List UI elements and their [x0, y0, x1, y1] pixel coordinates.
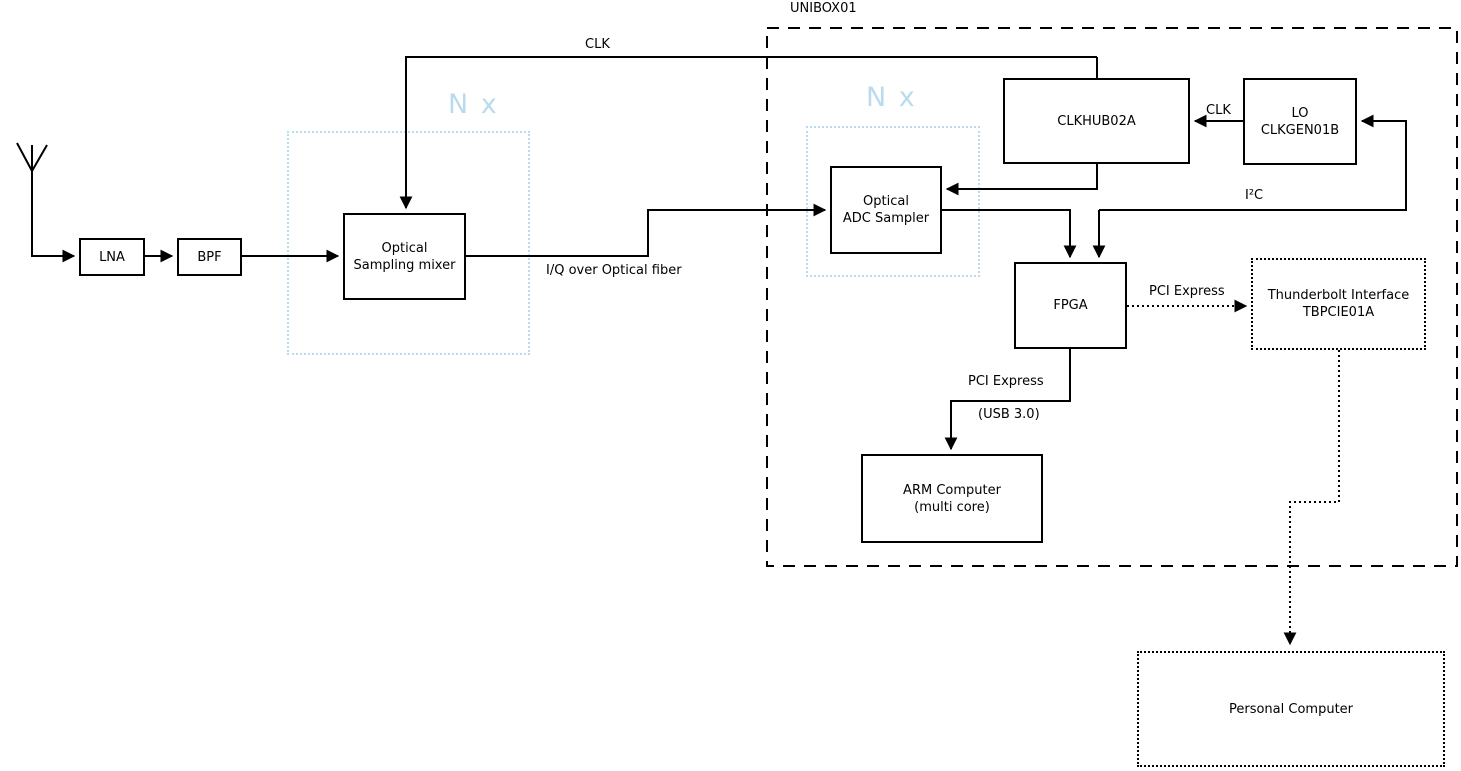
edge-clk-mixer [406, 57, 1097, 208]
node-personal-computer [1137, 651, 1445, 767]
replica-count-label-right: N x [866, 82, 917, 113]
node-clkhub-label: CLKHUB02A [1057, 113, 1136, 129]
node-fpga [1014, 262, 1127, 349]
node-clkhub [1003, 78, 1190, 164]
node-optical-sampling-mixer-line2: Sampling mixer [353, 257, 456, 273]
node-bpf [177, 238, 242, 276]
node-thunderbolt-interface-line1: Thunderbolt Interface [1267, 288, 1410, 303]
edge-label-pcie-thunderbolt: PCI Express [1149, 284, 1225, 299]
edge-label-i2c: I²C [1245, 188, 1264, 203]
node-lo-clkgen [1243, 78, 1357, 165]
node-optical-sampling-mixer [343, 213, 466, 300]
edge-label-clk-lo-hub: CLK [1206, 103, 1231, 118]
edge-label-usb: (USB 3.0) [978, 407, 1040, 422]
edge-label-pcie-arm: PCI Express [968, 374, 1044, 389]
node-arm-computer-line2: (multi core) [914, 499, 990, 515]
node-lna [79, 238, 145, 276]
node-arm-computer [861, 454, 1043, 543]
unibox01-title: UNIBOX01 [790, 1, 857, 16]
node-fpga-label: FPGA [1053, 298, 1088, 313]
node-optical-adc-sampler [830, 166, 942, 254]
node-thunderbolt-interface [1251, 258, 1426, 350]
node-arm-computer-line1: ARM Computer [903, 482, 1001, 498]
node-lo-clkgen-line2: CLKGEN01B [1260, 122, 1340, 138]
edge-mixer-adc [466, 210, 825, 256]
edge-label-clk-main: CLK [585, 37, 610, 52]
edge-thunderbolt-pc [1290, 350, 1339, 644]
node-thunderbolt-interface-line2: TBPCIE01A [1302, 305, 1375, 320]
edge-label-iq-fiber: I/Q over Optical fiber [546, 263, 682, 278]
edge-adc-fpga [942, 210, 1070, 257]
node-optical-adc-sampler-line1: Optical [863, 194, 909, 209]
node-optical-sampling-mixer-line1: Optical [381, 240, 428, 256]
edge-fpga-arm [951, 349, 1070, 449]
node-bpf-label: BPF [197, 249, 222, 265]
replica-count-label-left: N x [448, 89, 499, 120]
node-personal-computer-label: Personal Computer [1228, 701, 1354, 717]
node-lo-clkgen-line1: LO [1291, 105, 1309, 121]
node-lna-label: LNA [99, 249, 125, 265]
node-optical-adc-sampler-line2: ADC Sampler [842, 211, 930, 226]
